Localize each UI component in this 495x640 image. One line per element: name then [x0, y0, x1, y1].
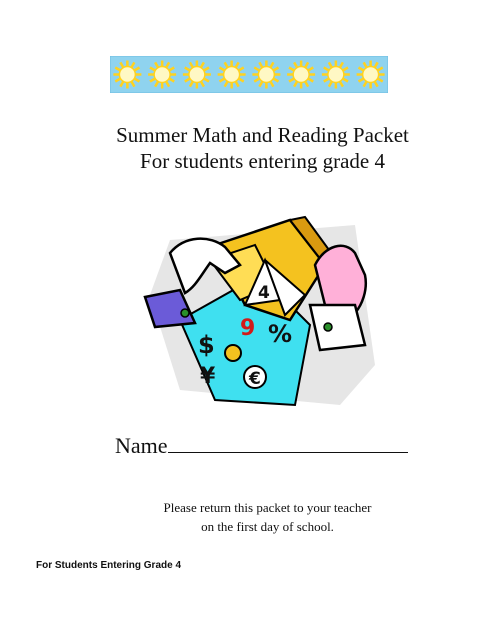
title-line-2: For students entering grade 4 — [140, 149, 385, 173]
name-blank-line — [168, 434, 408, 453]
page-footer: For Students Entering Grade 4 — [36, 560, 182, 571]
symbol-4: 4 — [258, 283, 270, 303]
symbol-dollar: $ — [198, 331, 215, 359]
title-line-1: Summer Math and Reading Packet — [116, 123, 409, 147]
name-label: Name — [115, 433, 168, 458]
sun-banner — [110, 56, 388, 93]
page-title — [0, 122, 495, 174]
return-note — [0, 498, 495, 536]
note-line-2: on the first day of school. — [201, 519, 334, 534]
note-line-1: Please return this packet to your teacher — [163, 500, 372, 515]
symbol-yen: ¥ — [200, 364, 216, 389]
math-book-clipart — [140, 205, 380, 420]
name-field — [115, 432, 408, 460]
symbol-9: 9 — [240, 316, 256, 341]
coin-icon — [225, 345, 241, 361]
symbol-percent: % — [268, 320, 293, 348]
symbol-euro: € — [249, 369, 261, 389]
